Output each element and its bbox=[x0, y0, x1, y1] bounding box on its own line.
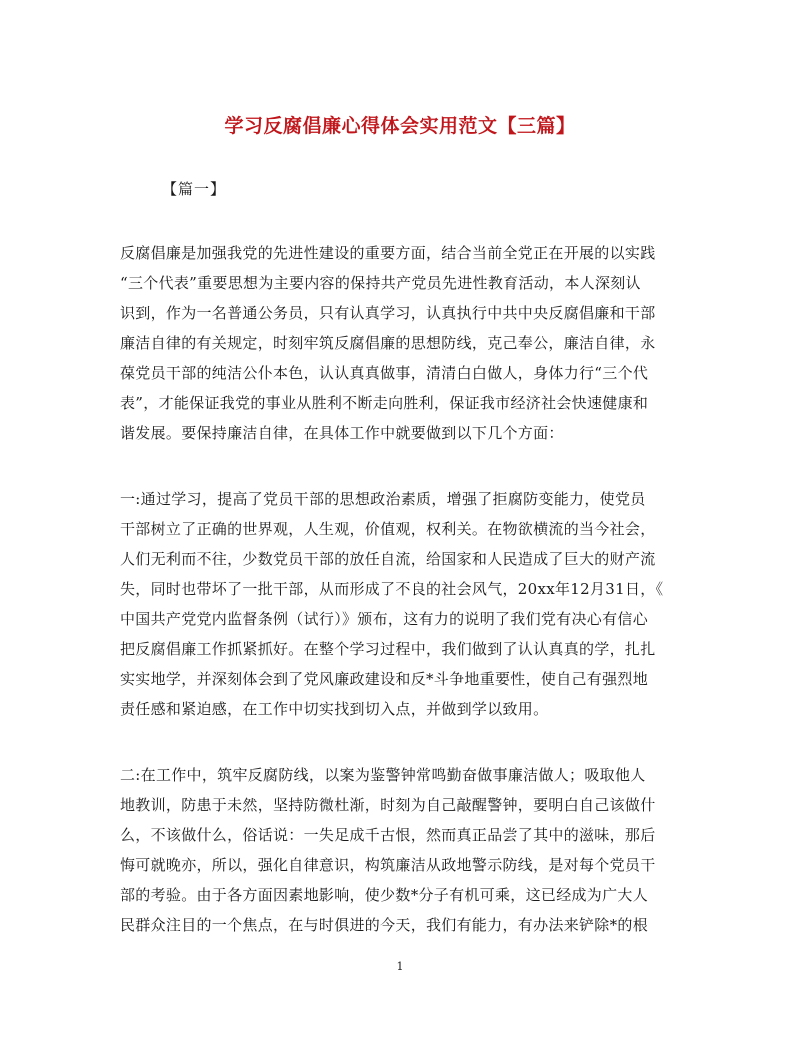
paragraph-line: 廉洁自律的有关规定，时刻牢筑反腐倡廉的思想防线，克己奉公，廉洁自律，永 bbox=[120, 334, 656, 352]
paragraph-line: 实实地学，并深刻体会到了党风廉政建设和反*斗争地重要性，使自己有强烈地 bbox=[120, 670, 649, 688]
paragraph-line: 葆党员干部的纯洁公仆本色，认认真真做事，清清白白做人，身体力行“三个代 bbox=[120, 364, 649, 382]
paragraph-3 bbox=[120, 760, 690, 940]
paragraph-line: 人们无利而不往，少数党员干部的放任自流，给国家和人民造成了巨大的财产流 bbox=[120, 550, 656, 568]
paragraph-line: 干部树立了正确的世界观，人生观，价值观，权利关。在物欲横流的当今社会， bbox=[120, 520, 656, 538]
document-title: 学习反腐倡廉心得体会实用范文【三篇】 bbox=[224, 115, 576, 137]
paragraph-line: 责任感和紧迫感，在工作中切实找到切入点，并做到学以致用。 bbox=[120, 700, 549, 718]
paragraph-line: 部的考验。由于各方面因素地影响，使少数*分子有机可乘，这已经成为广大人 bbox=[120, 886, 649, 904]
paragraph-line: 地教训，防患于未然，坚持防微杜渐，时刻为自己敲醒警钟，要明白自己该做什 bbox=[120, 796, 656, 814]
paragraph-line: 二:在工作中，筑牢反腐防线，以案为鉴警钟常鸣勤奋做事廉洁做人；吸取他人 bbox=[120, 766, 646, 784]
paragraph-line: 谐发展。要保持廉洁自律，在具体工作中就要做到以下几个方面： bbox=[120, 424, 564, 442]
page-number: 1 bbox=[396, 960, 404, 973]
paragraph-2 bbox=[120, 484, 690, 724]
paragraph-line: 表”，才能保证我党的事业从胜利不断走向胜利，保证我市经济社会快速健康和 bbox=[120, 394, 649, 412]
paragraph-line: “三个代表”重要思想为主要内容的保持共产党员先进性教育活动，本人深刻认 bbox=[120, 274, 641, 292]
paragraph-line: 识到，作为一名普通公务员，只有认真学习，认真执行中共中央反腐倡廉和干部 bbox=[120, 304, 656, 322]
paragraph-line: 失，同时也带坏了一批干部，从而形成了不良的社会风气，20xx年12月31日，《 bbox=[120, 580, 664, 598]
section-heading: 【篇一】 bbox=[162, 180, 227, 198]
paragraph-line: 反腐倡廉是加强我党的先进性建设的重要方面，结合当前全党正在开展的以实践 bbox=[120, 244, 656, 262]
paragraph-line: 民群众注目的一个焦点，在与时俱进的今天，我们有能力，有办法来铲除*的根 bbox=[120, 916, 649, 934]
paragraph-line: 么，不该做什么，俗话说：一失足成千古恨，然而真正品尝了其中的滋味，那后 bbox=[120, 826, 656, 844]
paragraph-line: 中国共产党党内监督条例（试行）》颁布，这有力的说明了我们党有决心有信心 bbox=[120, 610, 649, 628]
paragraph-line: 把反腐倡廉工作抓紧抓好。在整个学习过程中，我们做到了认认真真的学，扎扎 bbox=[120, 640, 656, 658]
paragraph-line: 一:通过学习，提高了党员干部的思想政治素质，增强了拒腐防变能力，使党员 bbox=[120, 490, 646, 508]
paragraph-1 bbox=[120, 238, 690, 448]
paragraph-line: 悔可就晚亦，所以，强化自律意识，构筑廉洁从政地警示防线，是对每个党员干 bbox=[120, 856, 656, 874]
